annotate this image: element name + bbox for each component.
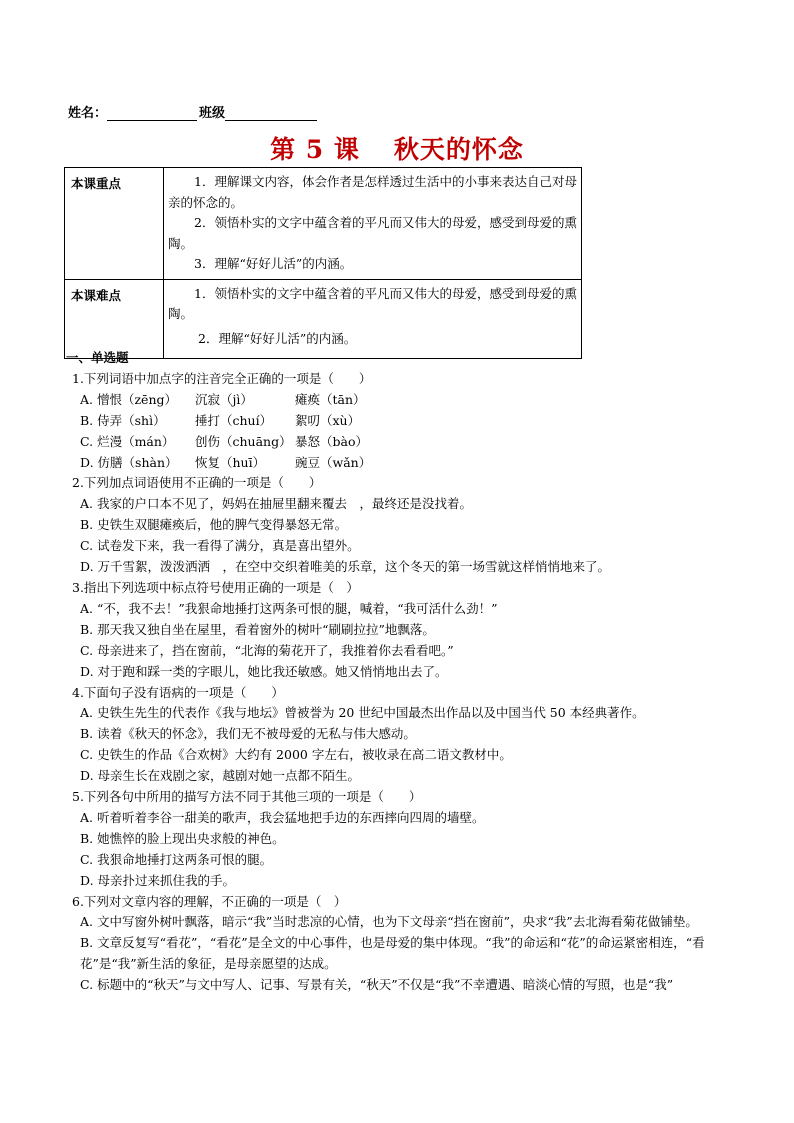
question-5-option-d[interactable]: D. 母亲扑过来抓住我的手。 — [80, 872, 236, 888]
question-2-option-b[interactable]: B. 史铁生双腿瘫痪后，他的脾气变得暴怒无常。 — [80, 517, 348, 533]
key-point-2: 2．领悟朴实的文字中蕴含着的平凡而又伟大的母爱，感受到母爱的熏陶。 — [168, 215, 577, 251]
question-3-option-b[interactable]: B. 那天我又独自坐在屋里，看着窗外的树叶“刷刷拉拉”地飘落。 — [80, 621, 435, 637]
difficulty-point-2: 2．理解“好好儿活”的内涵。 — [198, 330, 357, 346]
question-3-option-d[interactable]: D. 对于跑和踩一类的字眼儿，她比我还敏感。她又悄悄地出去了。 — [80, 663, 448, 679]
question-3-option-a[interactable]: A. “不，我不去！”我狠命地捶打这两条可恨的腿，喊着，“我可活什么劲！” — [80, 600, 498, 616]
student-info-line — [68, 102, 317, 121]
difficulty-content — [164, 279, 582, 358]
question-1-option-b[interactable]: B. 侍弄（shì） 捶打（chuí） 絮叨（xù） — [80, 412, 361, 428]
difficulty-point-1: 1．领悟朴实的文字中蕴含着的平凡而又伟大的母爱，感受到母爱的熏陶。 — [168, 285, 577, 321]
question-6-stem: 6.下列对文章内容的理解，不正确的一项是（ ） — [72, 893, 347, 909]
key-point-1: 1．理解课文内容，体会作者是怎样透过生活中的小事来表达自己对母亲的怀念的。 — [168, 174, 577, 210]
question-5-option-b[interactable]: B. 她憔悴的脸上现出央求般的神色。 — [80, 830, 285, 846]
lesson-name: 秋天的怀念 — [393, 135, 524, 164]
question-4-option-b[interactable]: B. 读着《秋天的怀念》，我们无不被母爱的无私与伟大感动。 — [80, 726, 416, 742]
section-title: 一、单选题 — [66, 350, 129, 365]
question-1-option-d[interactable]: D. 仿膳（shàn） 恢复（huī） 豌豆（wǎn） — [80, 454, 372, 470]
key-point-3: 3．理解“好好儿活”的内涵。 — [194, 256, 353, 271]
question-6-option-c[interactable]: C. 标题中的“秋天”与文中写人、记事、写景有关，“秋天”不仅是“我”不幸遭遇、暗淡心情的写照，也是“我” — [80, 977, 674, 993]
question-1-stem: 1.下列词语中加点字的注音完全正确的一项是（ ） — [72, 370, 372, 386]
question-4-stem: 4.下面句子没有语病的一项是（ ） — [72, 684, 284, 700]
lesson-number: 第 5 课 — [270, 135, 360, 164]
question-2-option-c[interactable]: C. 试卷发下来，我一看得了满分，真是喜出望外。 — [80, 538, 360, 554]
key-points-content — [164, 168, 582, 280]
name-label: 姓名： — [68, 106, 108, 121]
question-2-option-d[interactable]: D. 万千雪絮，泼泼洒洒 ，在空中交织着唯美的乐章，这个冬天的第一场雪就这样悄悄地来了。 — [80, 559, 611, 575]
class-label: 班级 — [199, 106, 226, 121]
page-title — [0, 130, 794, 166]
questions-section — [66, 348, 752, 996]
class-blank[interactable] — [225, 106, 317, 121]
question-5-option-a[interactable]: A. 听着听着李谷一甜美的歌声，我会猛地把手边的东西摔向四周的墙壁。 — [80, 809, 485, 825]
question-2-stem: 2.下列加点词语使用不正确的一项是（ ） — [72, 475, 322, 491]
question-4-option-c[interactable]: C. 史铁生的作品《合欢树》大约有 2000 字左右，被收录在高二语文教材中。 — [80, 747, 512, 763]
name-blank[interactable] — [107, 106, 197, 121]
question-6-option-b[interactable]: B. 文章反复写“看花”，“看花”是全文的中心事件，也是母爱的集中体现。“我”的命运和“花”的命运紧密相连，“看花”是“我”新生活的象征，是母亲愿望的达成。 — [80, 935, 705, 972]
question-2-option-a[interactable]: A. 我家的户口本不见了，妈妈在抽屉里翻来覆去 ，最终还是没找着。 — [80, 496, 472, 512]
key-points-label: 本课重点 — [65, 168, 164, 280]
question-4-option-d[interactable]: D. 母亲生长在戏剧之家，越剧对她一点都不陌生。 — [80, 768, 361, 784]
question-4-option-a[interactable]: A. 史铁生先生的代表作《我与地坛》曾被誉为 20 世纪中国最杰出作品以及中国当代 50 本经典著作。 — [80, 705, 645, 721]
question-6-option-a[interactable]: A. 文中写窗外树叶飘落，暗示“我”当时悲凉的心情，也为下文母亲“挡在窗前”，央求“我”去北海看菊花做铺垫。 — [80, 914, 698, 930]
question-3-stem: 3.指出下列选项中标点符号使用正确的一项是（ ） — [72, 579, 359, 595]
question-5-stem: 5.下列各句中所用的描写方法不同于其他三项的一项是（ ） — [72, 789, 422, 805]
lesson-focus-table — [64, 167, 582, 359]
question-1-option-c[interactable]: C. 烂漫（mán） 创伤（chuāng） 暴怒（bào） — [80, 433, 368, 449]
question-5-option-c[interactable]: C. 我狠命地捶打这两条可恨的腿。 — [80, 851, 273, 867]
difficulty-label: 本课难点 — [65, 279, 164, 358]
question-1-option-a[interactable]: A. 憎恨（zēng） 沉寂（jì） 瘫痪（tān） — [80, 391, 366, 407]
question-3-option-c[interactable]: C. 母亲进来了，挡在窗前，“北海的菊花开了，我推着你去看看吧。” — [80, 642, 454, 658]
